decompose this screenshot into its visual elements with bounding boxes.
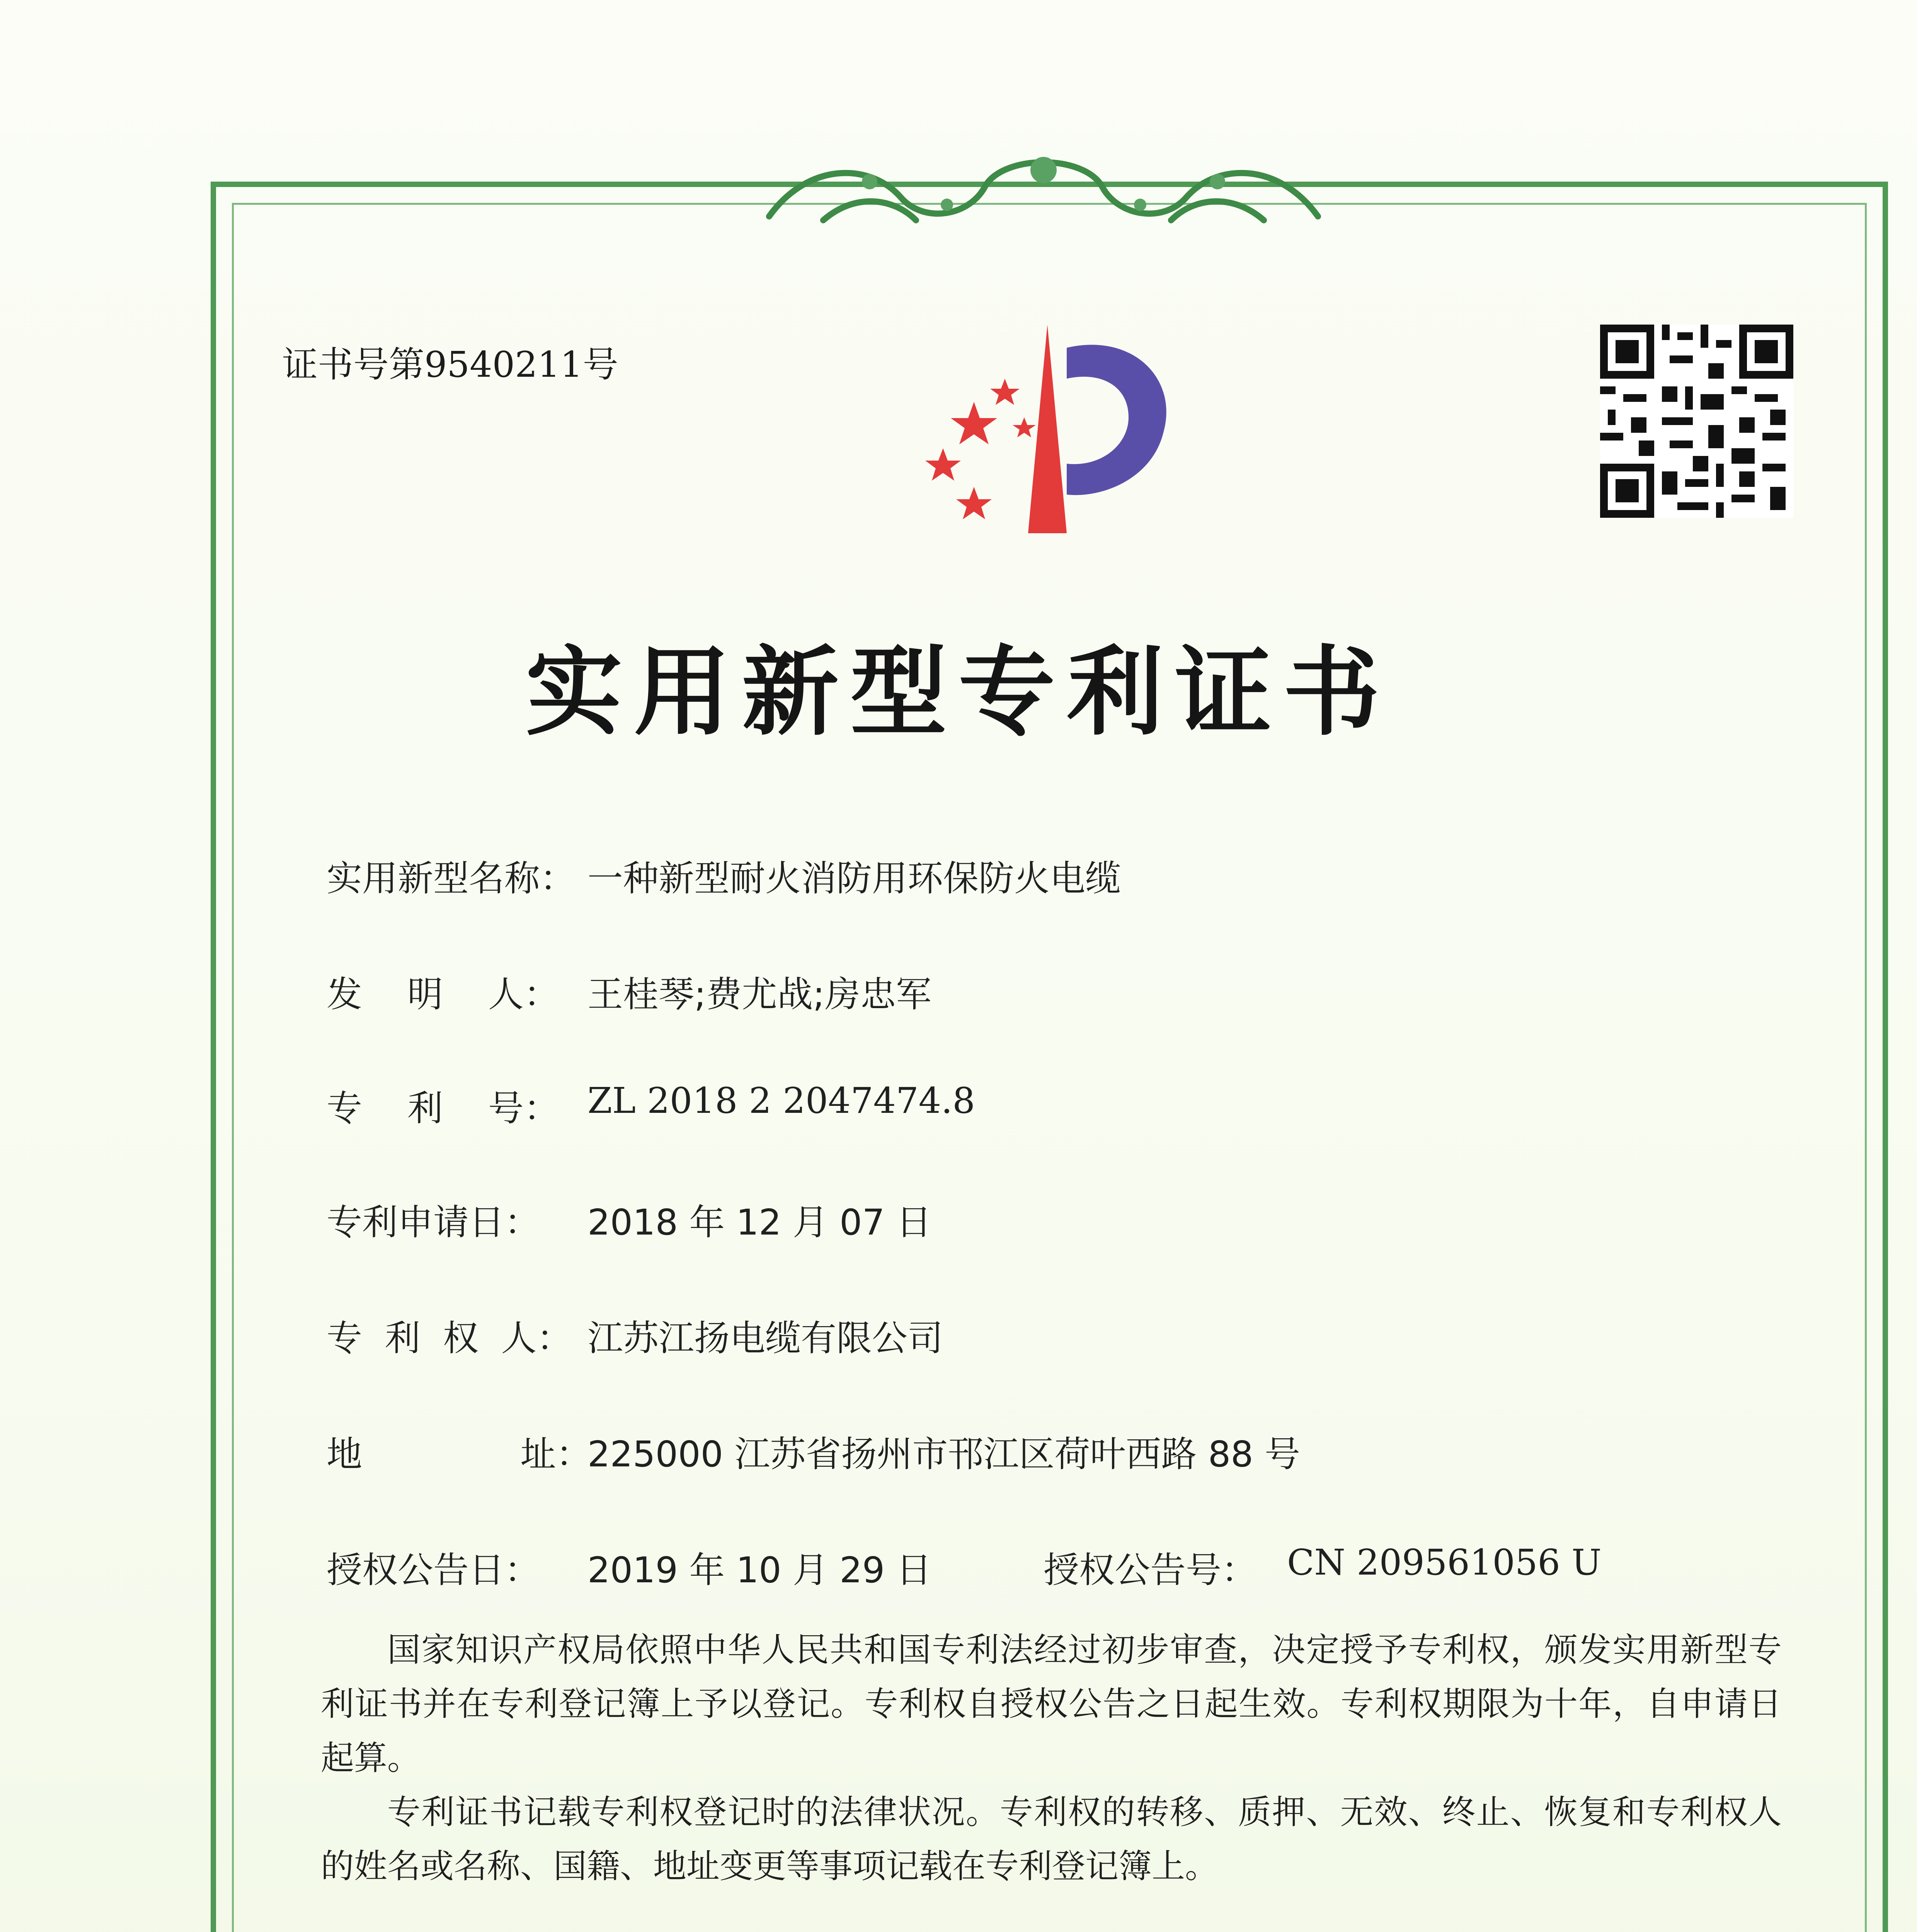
top-floral-ornament-icon — [754, 139, 1333, 240]
grant-announcement-date-label: 授权公告日： — [327, 1549, 540, 1591]
inventor-value: 王桂琴;费尤战;房忠军 — [587, 974, 931, 1015]
grant-announcement-date-value: 2019 年 10 月 29 日 — [587, 1549, 932, 1591]
certificate-paragraph-1: 国家知识产权局依照中华人民共和国专利法经过初步审查，决定授予专利权，颁发实用新型专利证书并在专利登记簿上予以登记。专利权自授权公告之日起生效。专利权期限为十年，自申请日起算。 — [321, 1631, 1782, 1777]
application-date-value: 2018 年 12 月 07 日 — [587, 1202, 932, 1243]
patent-holder-label: 专 利 权 人： — [327, 1318, 572, 1359]
patent-holder-value: 江苏江扬电缆有限公司 — [587, 1318, 943, 1359]
inventor-label: 发 明 人： — [327, 974, 559, 1015]
address-label: 地 址： — [327, 1434, 592, 1475]
grant-announcement-number-value: CN 209561056 U — [1287, 1542, 1602, 1583]
address-value: 225000 江苏省扬州市邗江区荷叶西路 88 号 — [587, 1434, 1300, 1475]
certificate-number: 证书号第9540211号 — [282, 344, 618, 385]
qr-code-icon — [1600, 325, 1793, 518]
utility-model-name-value: 一种新型耐火消防用环保防火电缆 — [587, 858, 1121, 899]
certificate-paragraph-2: 专利证书记载专利权登记时的法律状况。专利权的转移、质押、无效、终止、恢复和专利权人的姓名或名称、国籍、地址变更等事项记载在专利登记簿上。 — [321, 1793, 1782, 1886]
utility-model-name-label: 实用新型名称： — [327, 858, 576, 899]
application-date-label: 专利申请日： — [327, 1202, 540, 1243]
patent-number-label: 专 利 号： — [327, 1088, 559, 1129]
patent-office-logo-icon — [885, 317, 1187, 549]
grant-announcement-number-label: 授权公告号： — [1044, 1549, 1257, 1591]
patent-number-value: ZL 2018 2 2047474.8 — [587, 1080, 975, 1121]
certificate-title: 实用新型专利证书 — [526, 636, 1391, 748]
